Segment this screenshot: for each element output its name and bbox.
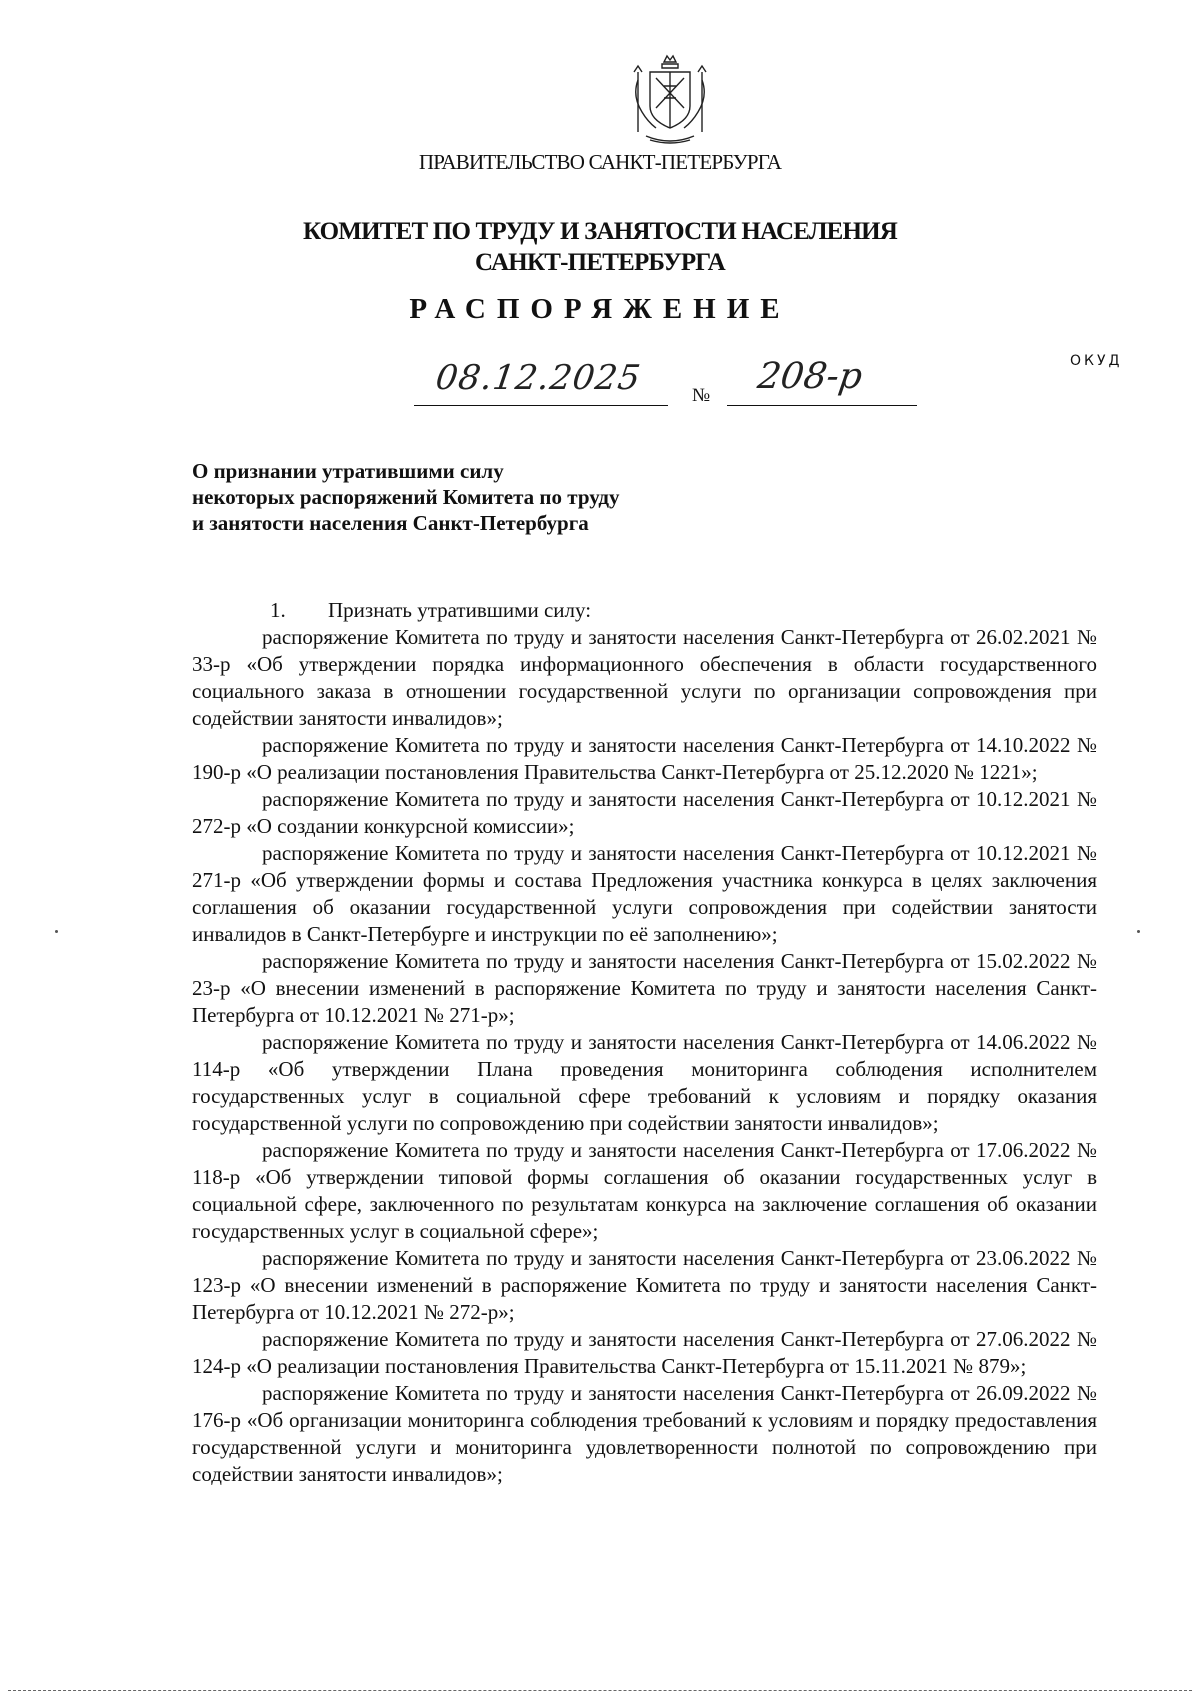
committee-name-line1: КОМИТЕТ ПО ТРУДУ И ЗАНЯТОСТИ НАСЕЛЕНИЯ (302, 218, 898, 245)
order-paragraph: распоряжение Комитета по труду и занятости населения Санкт-Петербурга от 10.12.2021 № 272-р «О создании конкурсной комиссии»; (192, 787, 1097, 838)
order-paragraph: распоряжение Комитета по труду и занятости населения Санкт-Петербурга от 26.02.2021 № 33-р «Об утверждении порядка информационного обеспечения в области государственного социального заказа в отношении государственной услуги по организации сопровождения при содействии занятости инвалидов»; (192, 625, 1097, 730)
order-paragraph: распоряжение Комитета по труду и занятости населения Санкт-Петербурга от 23.06.2022 № 123-р «О внесении изменений в распоряжение Комитета по труду и занятости населения Санкт-Петербурга от 10.12.2021 № 272-р»; (192, 1246, 1097, 1324)
scan-edge-line (8, 1690, 1192, 1691)
scan-speck (1137, 930, 1140, 933)
document-type-title: РАСПОРЯЖЕНИЕ (409, 293, 791, 325)
order-paragraph: распоряжение Комитета по труду и занятости населения Санкт-Петербурга от 17.06.2022 № 118-р «Об утверждении типовой формы соглашения об оказании государственных услуг в социальной сфере, заключенного по результатам конкурса на заключение соглашения об оказании государственных услуг в социальной сфере»; (192, 1138, 1097, 1243)
document-subject (192, 458, 620, 536)
handwritten-number: 208-р (755, 356, 865, 397)
number-underline (727, 405, 917, 406)
subject-line1: О признании утратившими силу (192, 459, 504, 483)
subject-line2: некоторых распоряжений Комитета по труду (192, 485, 620, 509)
order-paragraph: распоряжение Комитета по труду и занятости населения Санкт-Петербурга от 14.06.2022 № 114-р «Об утверждении Плана проведения мониторинга соблюдения исполнителем государственных услуг в социальной сфере требований к условиям и порядку оказания государственной услуги по сопровождению при содействии занятости инвалидов»; (192, 1030, 1097, 1135)
document-body (192, 597, 1097, 1488)
scan-speck (55, 930, 58, 933)
committee-name-line2: САНКТ-ПЕТЕРБУРГА (475, 249, 725, 276)
order-paragraph: распоряжение Комитета по труду и занятости населения Санкт-Петербурга от 27.06.2022 № 124-р «О реализации постановления Правительства Санкт-Петербурга от 15.11.2021 № 879»; (192, 1327, 1097, 1378)
item-1-heading (192, 597, 1097, 624)
order-paragraph: распоряжение Комитета по труду и занятости населения Санкт-Петербурга от 26.09.2022 № 176-р «Об организации мониторинга соблюдения требований к условиям и порядку предоставления государственной услуги и мониторинга удовлетворенности полнотой по сопровождению при содействии занятости инвалидов»; (192, 1381, 1097, 1486)
order-paragraph: распоряжение Комитета по труду и занятости населения Санкт-Петербурга от 14.10.2022 № 190-р «О реализации постановления Правительства Санкт-Петербурга от 25.12.2020 № 1221»; (192, 733, 1097, 784)
order-paragraph: распоряжение Комитета по труду и занятости населения Санкт-Петербурга от 10.12.2021 № 271-р «Об утверждении формы и состава Предложения участника конкурса в целях заключения соглашения об оказании государственной услуги сопровождения при содействии занятости инвалидов в Санкт-Петербурге и инструкции по её заполнению»; (192, 841, 1097, 946)
number-sign: № (692, 385, 711, 406)
subject-line3: и занятости населения Санкт-Петербурга (192, 511, 589, 535)
coat-of-arms-emblem (628, 52, 712, 148)
order-paragraph: распоряжение Комитета по труду и занятости населения Санкт-Петербурга от 15.02.2022 № 23-р «О внесении изменений в распоряжение Комитета по труду и занятости населения Санкт-Петербурга от 10.12.2021 № 271-р»; (192, 949, 1097, 1027)
date-underline (414, 405, 668, 406)
handwritten-date: 08.12.2025 (433, 358, 644, 398)
item-number: 1. (270, 598, 286, 622)
government-title: ПРАВИТЕЛЬСТВО САНКТ-ПЕТЕРБУРГА (418, 150, 782, 174)
okud-label: ОКУД (1070, 353, 1123, 369)
item-text: Признать утратившими силу: (328, 598, 592, 622)
committee-name (0, 216, 1200, 278)
